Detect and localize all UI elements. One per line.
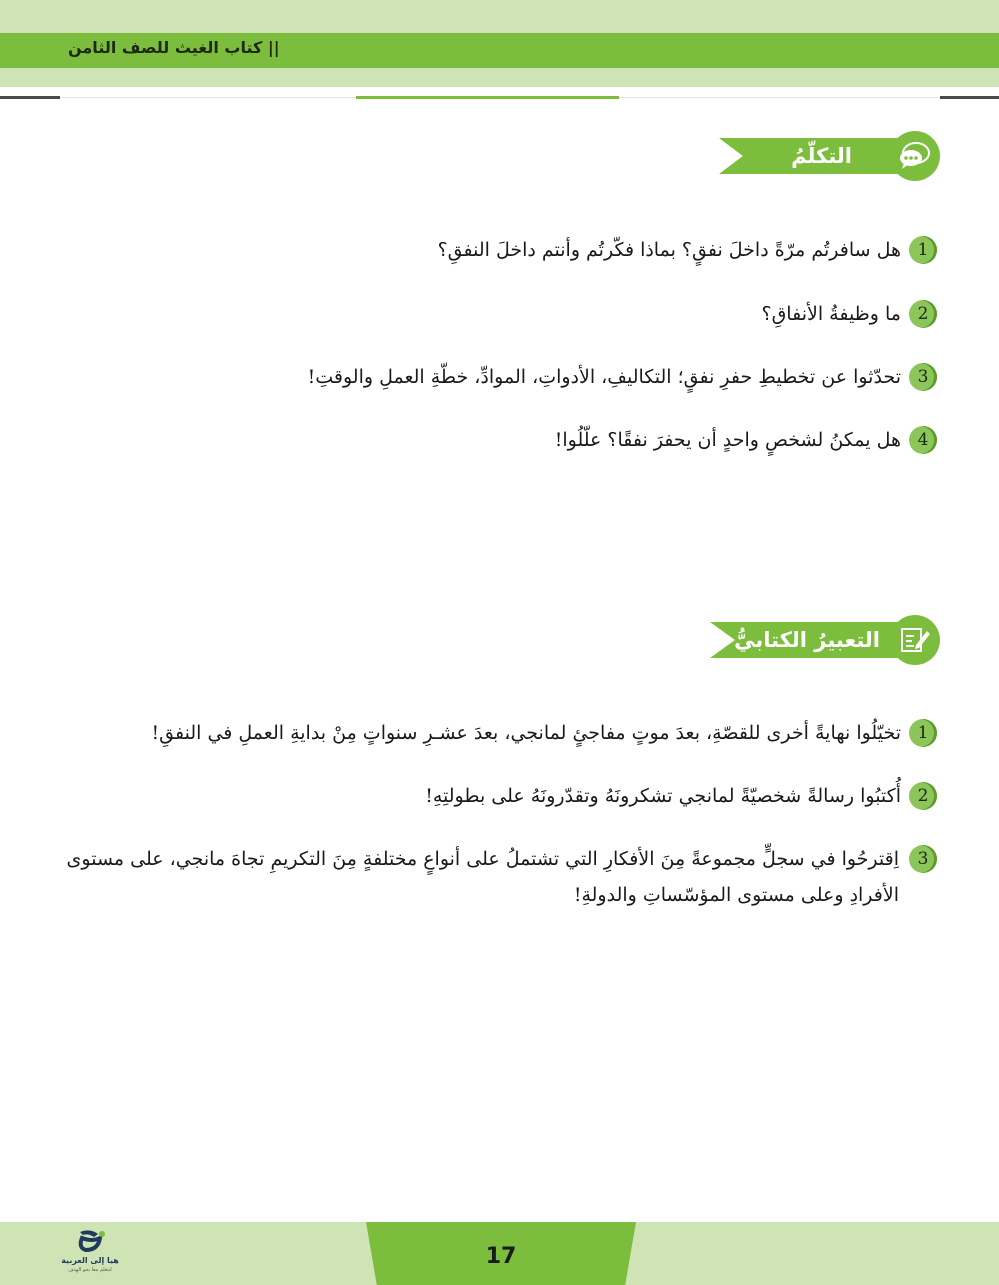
question-number-badge: 1 — [909, 236, 937, 264]
writing-question-3 — [57, 841, 937, 913]
speaking-question-2 — [761, 295, 937, 332]
book-title: || كتاب الغيث للصف الثامن — [68, 38, 280, 57]
section-title: التعبيرُ الكتابيُّ — [734, 628, 880, 652]
question-text: تحدّثوا عن تخطيطِ حفرِ نفقٍ؛ التكاليفِ، الأدواتِ، الموادِّ، خطّةِ العملِ والوقتِ! — [307, 366, 901, 388]
divider-left — [0, 96, 60, 99]
speaking-question-1 — [438, 231, 937, 268]
writing-question-2 — [425, 777, 937, 814]
speaking-question-3 — [308, 358, 937, 395]
speech-bubble-icon — [890, 131, 940, 181]
question-text: تخيّلُوا نهايةً أخرى للقصّةِ، بعدَ موتٍ مفاجئٍ لمانجي، بعدَ عشـرِ سنواتٍ مِنْ بدايةِ العملِ في النفقِ! — [151, 722, 901, 744]
question-text: هل يمكنُ لشخصٍ واحدٍ أن يحفرَ نفقًا؟ علّلُوا! — [554, 429, 901, 451]
writing-section-heading — [710, 615, 940, 665]
question-text: هل سافرتُم مرّةً داخلَ نفقٍ؟ بماذا فكّرتُم وأنتم داخلَ النفقِ؟ — [437, 239, 901, 261]
header-band-bottom — [0, 68, 999, 87]
question-number-badge: 2 — [909, 782, 937, 810]
page-number: 17 — [485, 1244, 517, 1269]
writing-pencil-icon — [890, 615, 940, 665]
divider-center — [356, 96, 619, 99]
writing-question-1 — [152, 714, 937, 751]
question-number-badge: 3 — [909, 845, 937, 873]
question-number-badge: 4 — [909, 426, 937, 454]
question-number-badge: 2 — [909, 300, 937, 328]
logo-name: هيا إلى العربية — [61, 1256, 119, 1265]
question-text: اِقترحُوا في سجلٍّ مجموعةً مِنَ الأفكارِ التي تشتملُ على أنواعٍ مختلفةٍ مِنَ التكريمِ تجاهَ مانجي، على مستوى الأفرادِ وعلى مستوى المؤسّساتِ والدولةِ! — [66, 848, 899, 906]
question-text: ما وظيفةُ الأنفاقِ؟ — [761, 303, 901, 325]
header-band-top — [0, 0, 999, 33]
section-title: التكلّمُ — [791, 144, 852, 168]
speaking-section-heading — [719, 131, 940, 181]
speaking-question-4 — [555, 421, 937, 458]
question-number-badge: 1 — [909, 719, 937, 747]
logo-tagline: لنتعلم معا نحو الهدف — [68, 1267, 112, 1273]
question-text: أُكتبُوا رسالةً شخصيّةً لمانجي تشكرونَهُ وتقدّرونَهُ على بطولتِهِ! — [425, 785, 901, 807]
question-number-badge: 3 — [909, 363, 937, 391]
divider-right — [940, 96, 999, 99]
